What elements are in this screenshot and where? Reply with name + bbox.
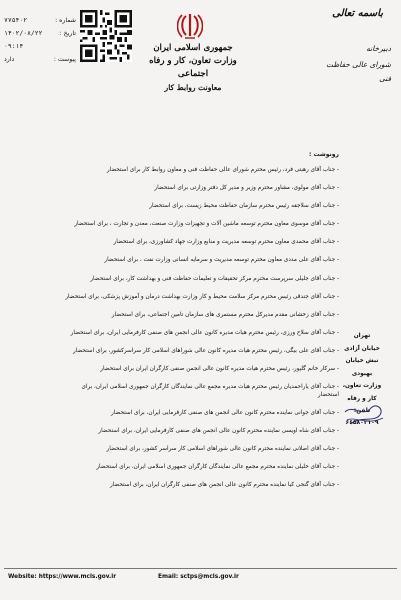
cc-item: - جناب آقای شاه اویسی نماینده محترم کانون عالی انجمن های صنفی کارفرمایی ایران، برای استحضار: [98, 427, 339, 434]
meta-time-row: [4, 40, 76, 53]
date-label: تاریخ :: [59, 30, 76, 37]
address-street1: خیابان آزادی: [344, 345, 380, 352]
address-ministry2: کار و رفاه: [347, 395, 377, 402]
cc-item: - جناب آقای علی مددی معاون محترم توسعه مدیریت و سرمایه انسانی وزارت نفت ، برای استحضار: [104, 257, 339, 264]
website-link[interactable]: Website: https://www.mcls.gov.ir: [8, 574, 117, 580]
address-ministry: وزارت تعاون،: [342, 383, 382, 389]
address-street3: بهبودی: [351, 370, 373, 377]
cc-item: - سرکار خانم گلپور، رئیس محترم هیات مدیره کانون عالی انجمن صنفی کارگران ایران برای استحضار: [100, 366, 339, 373]
address-city: تهران: [353, 333, 371, 339]
cc-item: - جناب آقای موسوی معاون محترم توسعه ماشین آلات و تجهیزات وزارت صنعت، معدن و تجارت ، برای استحضار: [74, 221, 339, 228]
address-phone-value: ۶۶۵۸۰۲۱۰۹: [345, 418, 379, 426]
cc-item: - جناب آقای جلیلی سرپرست محترم مرکز تحقیقات و تعلیمات حفاظت فنی و بهداشت کار، برای استحضار: [90, 275, 339, 282]
letter-meta: [4, 14, 76, 66]
cc-item: - جناب آقای سلاح ورزی، رئیس محترم هیات مدیره کانون عالی انجمن های صنفی کارفرمایی ایران، برای استحضار: [70, 329, 339, 336]
cc-section: [63, 151, 339, 500]
cc-item: - جناب آقای گنجی کیا نماینده محترم کانون عالی انجمن های صنفی کارگران ایران، برای استحضار: [109, 482, 339, 489]
cc-item: - جناب آقای خلیلی نماینده محترم مجمع عالی نمایندگان کارگران جمهوری اسلامی ایران، برای استحضار: [96, 464, 339, 470]
cc-item: - جناب آقای جوانی نماینده محترم کانون عالی انجمن های صنفی کارفرمایی ایران، برای استحضار: [111, 409, 339, 416]
cc-item: - جناب آقای یاراحمدیان رئیس محترم هیات مدیره مجمع عالی نمایندگان کارگران جمهوری اسلامی ایران، برای استحضار: [81, 384, 339, 398]
attachment-value: دارد: [4, 56, 15, 63]
meta-date-row: [4, 27, 76, 40]
org-ministry: وزارت تعاون، کار و رفاه اجتماعی: [149, 56, 237, 79]
meta-attachment-row: [4, 53, 76, 66]
cc-item: - جناب آقای جندقی رئیس محترم مرکز سلامت محیط و کار وزارت بهداشت درمان و آموزش پزشکی، برای استحضار: [65, 293, 339, 300]
number-label: شماره :: [55, 17, 76, 24]
meta-number-row: [4, 14, 76, 27]
address-street2: نبش خیابان: [345, 358, 379, 364]
cc-item: - جناب آقای اصلانی نماینده محترم کانون عالی شوراهای اسلامی کار سراسر کشور، برای استحضار: [106, 445, 339, 452]
org-deputy: معاونت روابط کار: [164, 83, 222, 92]
footer-divider: [4, 568, 397, 569]
secretariat-block: [321, 42, 391, 86]
cc-item: - جناب آقای مولوی، مشاور محترم وزیر و مدیر کل دفتر وزارتی برای استحضار: [154, 185, 339, 192]
cc-label: رونوشت :: [309, 151, 339, 158]
iran-emblem-icon: [177, 12, 203, 40]
council-name: شورای عالی حفاظت فنی: [326, 60, 391, 83]
qr-code: [80, 10, 132, 62]
organization-heading: [138, 42, 248, 95]
time-value: ۰۹:۱۴: [4, 42, 24, 50]
bismillah-heading: باسمه تعالی: [332, 8, 383, 19]
cc-item: - جناب آقای محمدی معاون محترم توسعه مدیریت و منابع وزارت جهاد کشاورزی، برای استحضار: [113, 239, 339, 246]
cc-item: - جناب آقای رهبتی فرد، رئیس محترم شورای عالی حفاظت فنی و معاون روابط کار برای استحضار: [106, 167, 339, 173]
signature-stamp: [339, 398, 391, 438]
org-country: جمهوری اسلامی ایران: [153, 43, 233, 53]
attachment-label: پیوست :: [53, 56, 76, 63]
number-value: ۷۷۵۴۰۲: [4, 16, 28, 24]
email-link[interactable]: Email: sctps@mcls.gov.ir: [158, 574, 239, 580]
cc-item: - جناب آقای علی بیگی، رئیس محترم هیات مدیره کانون عالی شوراهای اسلامی کار سراسرکشور، برای استحضار: [73, 347, 339, 354]
date-value: ۱۴۰۲/۰۸/۲۲: [4, 29, 43, 37]
cc-item: - جناب آقای سلاجقه رئیس محترم سازمان حفاظت محیط زیست، برای استحضار: [149, 203, 339, 210]
cc-item: - جناب آقای زخشانی مقدم مدیرکل محترم مستمری های سازمان تامین اجتماعی، برای استحضار: [111, 311, 339, 318]
secretariat-label: دبیرخانه: [366, 44, 391, 53]
address-phone-label: تلفن:: [353, 408, 371, 414]
